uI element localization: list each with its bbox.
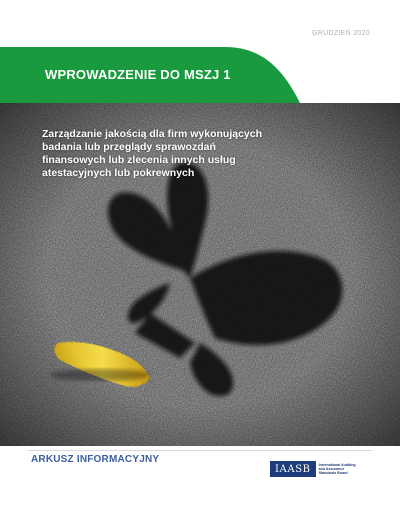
date-label: GRUDZIEŃ 2020	[312, 30, 370, 37]
document-title: WPROWADZENIE DO MSZJ 1	[45, 67, 231, 82]
iaasb-logo-text: International Auditing and Assurance Standards Board	[318, 462, 356, 476]
document-type-label: ARKUSZ INFORMACYJNY	[31, 454, 160, 465]
iaasb-logo-mark: IAASB	[270, 461, 316, 477]
footer-divider	[28, 450, 372, 451]
iaasb-logo	[270, 458, 372, 480]
cover-subtitle: Zarządzanie jakością dla firm wykonujących badania lub przeglądy sprawozdań finansowych lub zlecenia innych usług atestacyjnych lub pokrewnych	[42, 128, 263, 179]
